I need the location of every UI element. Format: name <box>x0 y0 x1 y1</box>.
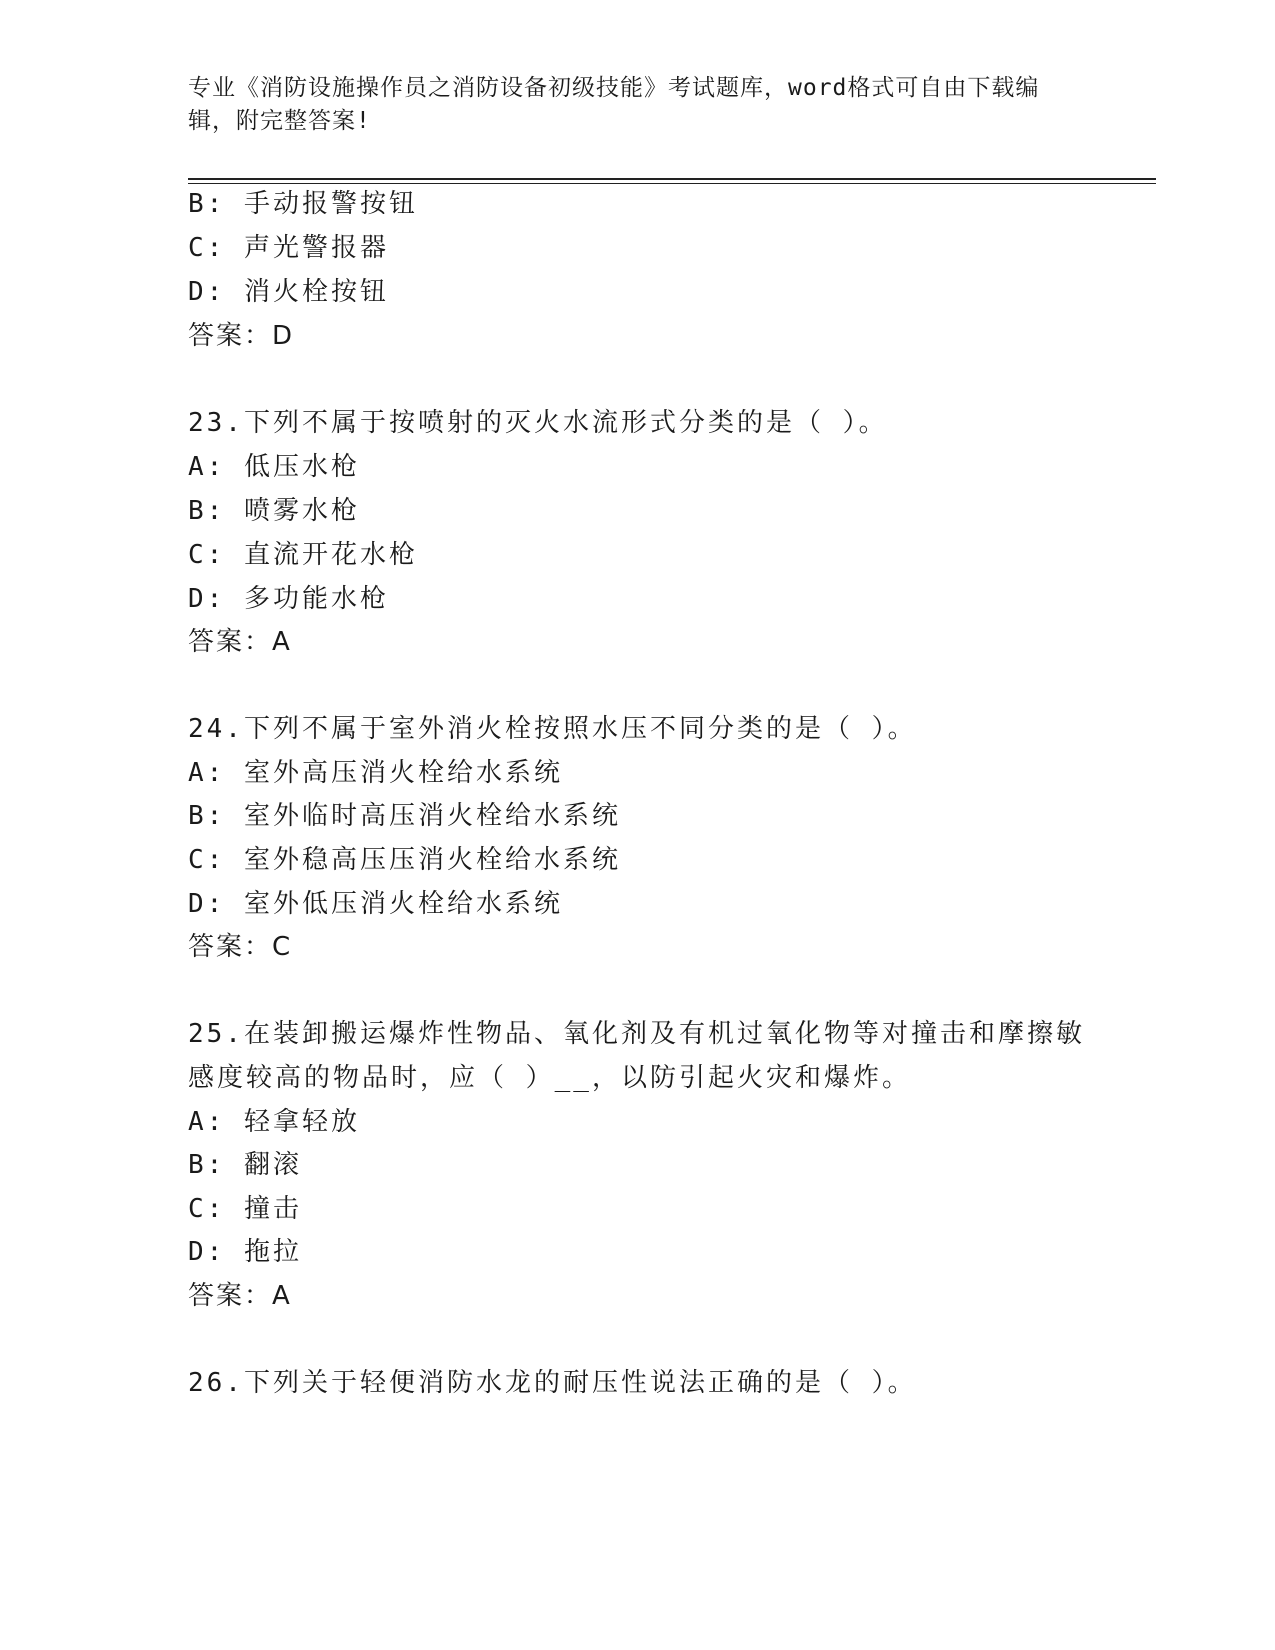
prev-option-d: D: 消火栓按钮 <box>188 277 389 307</box>
prev-option-c: C: 声光警报器 <box>188 233 389 263</box>
header-divider-thick <box>188 178 1156 180</box>
question-24-option-d: D: 室外低压消火栓给水系统 <box>188 889 563 919</box>
prev-answer: 答案：D <box>188 321 295 351</box>
question-25-option-d: D: 拖拉 <box>188 1237 302 1267</box>
header-line-2: 辑，附完整答案! <box>188 108 371 134</box>
prev-option-b: B: 手动报警按钮 <box>188 189 418 219</box>
question-23-option-d: D: 多功能水枪 <box>188 584 389 614</box>
question-25-option-c: C: 撞击 <box>188 1194 302 1224</box>
question-23-option-b: B: 喷雾水枪 <box>188 496 360 526</box>
question-23-option-a: A: 低压水枪 <box>188 452 360 482</box>
header-divider-thin <box>188 183 1156 184</box>
question-24-option-c: C: 室外稳高压压消火栓给水系统 <box>188 845 621 875</box>
question-23-answer: 答案：A <box>188 627 292 657</box>
question-25-text-line-1: 25.在装卸搬运爆炸性物品、氧化剂及有机过氧化物等对撞击和摩擦敏 <box>188 1019 1085 1049</box>
header-line-1: 专业《消防设施操作员之消防设备初级技能》考试题库，word格式可自由下载编 <box>188 75 1040 101</box>
question-24-option-a: A: 室外高压消火栓给水系统 <box>188 758 563 788</box>
question-25-text-line-2: 感度较高的物品时，应（ ）__，以防引起火灾和爆炸。 <box>188 1063 911 1093</box>
question-25-answer: 答案：A <box>188 1281 292 1311</box>
question-25-option-a: A: 轻拿轻放 <box>188 1107 360 1137</box>
question-25-option-b: B: 翻滚 <box>188 1150 302 1180</box>
question-26-text: 26.下列关于轻便消防水龙的耐压性说法正确的是（ ）。 <box>188 1368 917 1398</box>
question-24-answer: 答案：C <box>188 932 293 962</box>
question-24-option-b: B: 室外临时高压消火栓给水系统 <box>188 801 621 831</box>
question-23-text: 23.下列不属于按喷射的灭火水流形式分类的是（ ）。 <box>188 408 888 438</box>
question-24-text: 24.下列不属于室外消火栓按照水压不同分类的是（ ）。 <box>188 714 917 744</box>
document-header <box>188 72 1068 138</box>
question-23-option-c: C: 直流开花水枪 <box>188 540 418 570</box>
